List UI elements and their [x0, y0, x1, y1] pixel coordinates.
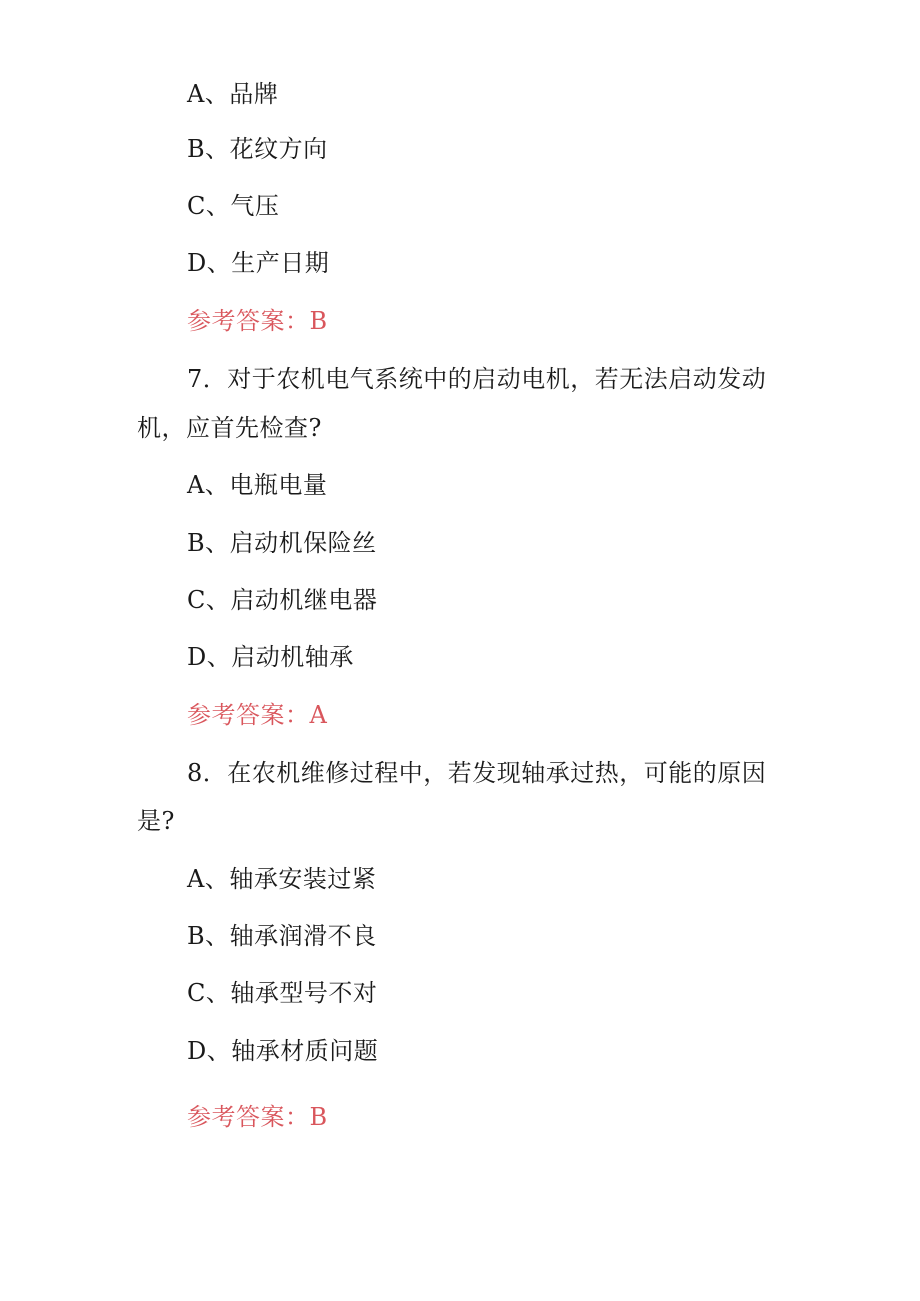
answer-text: 参考答案：B — [187, 307, 328, 335]
question-8-option-b: B、轴承润滑不良 — [187, 922, 377, 950]
question-8-text-line1: 8．在农机维修过程中，若发现轴承过热，可能的原因 — [187, 759, 767, 787]
question-8-option-a: A、轴承安装过紧 — [187, 865, 377, 893]
option-b: B、花纹方向 — [187, 135, 328, 163]
question-8-text-line2: 是? — [137, 807, 175, 835]
question-7-text-line2: 机，应首先检查? — [137, 414, 322, 442]
question-8-option-d: D、轴承材质问题 — [187, 1037, 379, 1065]
question-7-text-line1: 7．对于农机电气系统中的启动电机，若无法启动发动 — [187, 365, 767, 393]
question-8-answer: 参考答案：B — [187, 1103, 328, 1131]
question-7-option-d: D、启动机轴承 — [187, 643, 354, 671]
question-7-answer: 参考答案：A — [187, 701, 328, 729]
question-7-option-b: B、启动机保险丝 — [187, 529, 377, 557]
question-8-option-c: C、轴承型号不对 — [187, 979, 378, 1007]
question-7-option-a: A、电瓶电量 — [187, 471, 328, 499]
question-7-option-c: C、启动机继电器 — [187, 586, 378, 614]
option-d: D、生产日期 — [187, 249, 330, 277]
option-a: A、品牌 — [187, 80, 279, 108]
option-c: C、气压 — [187, 192, 280, 220]
